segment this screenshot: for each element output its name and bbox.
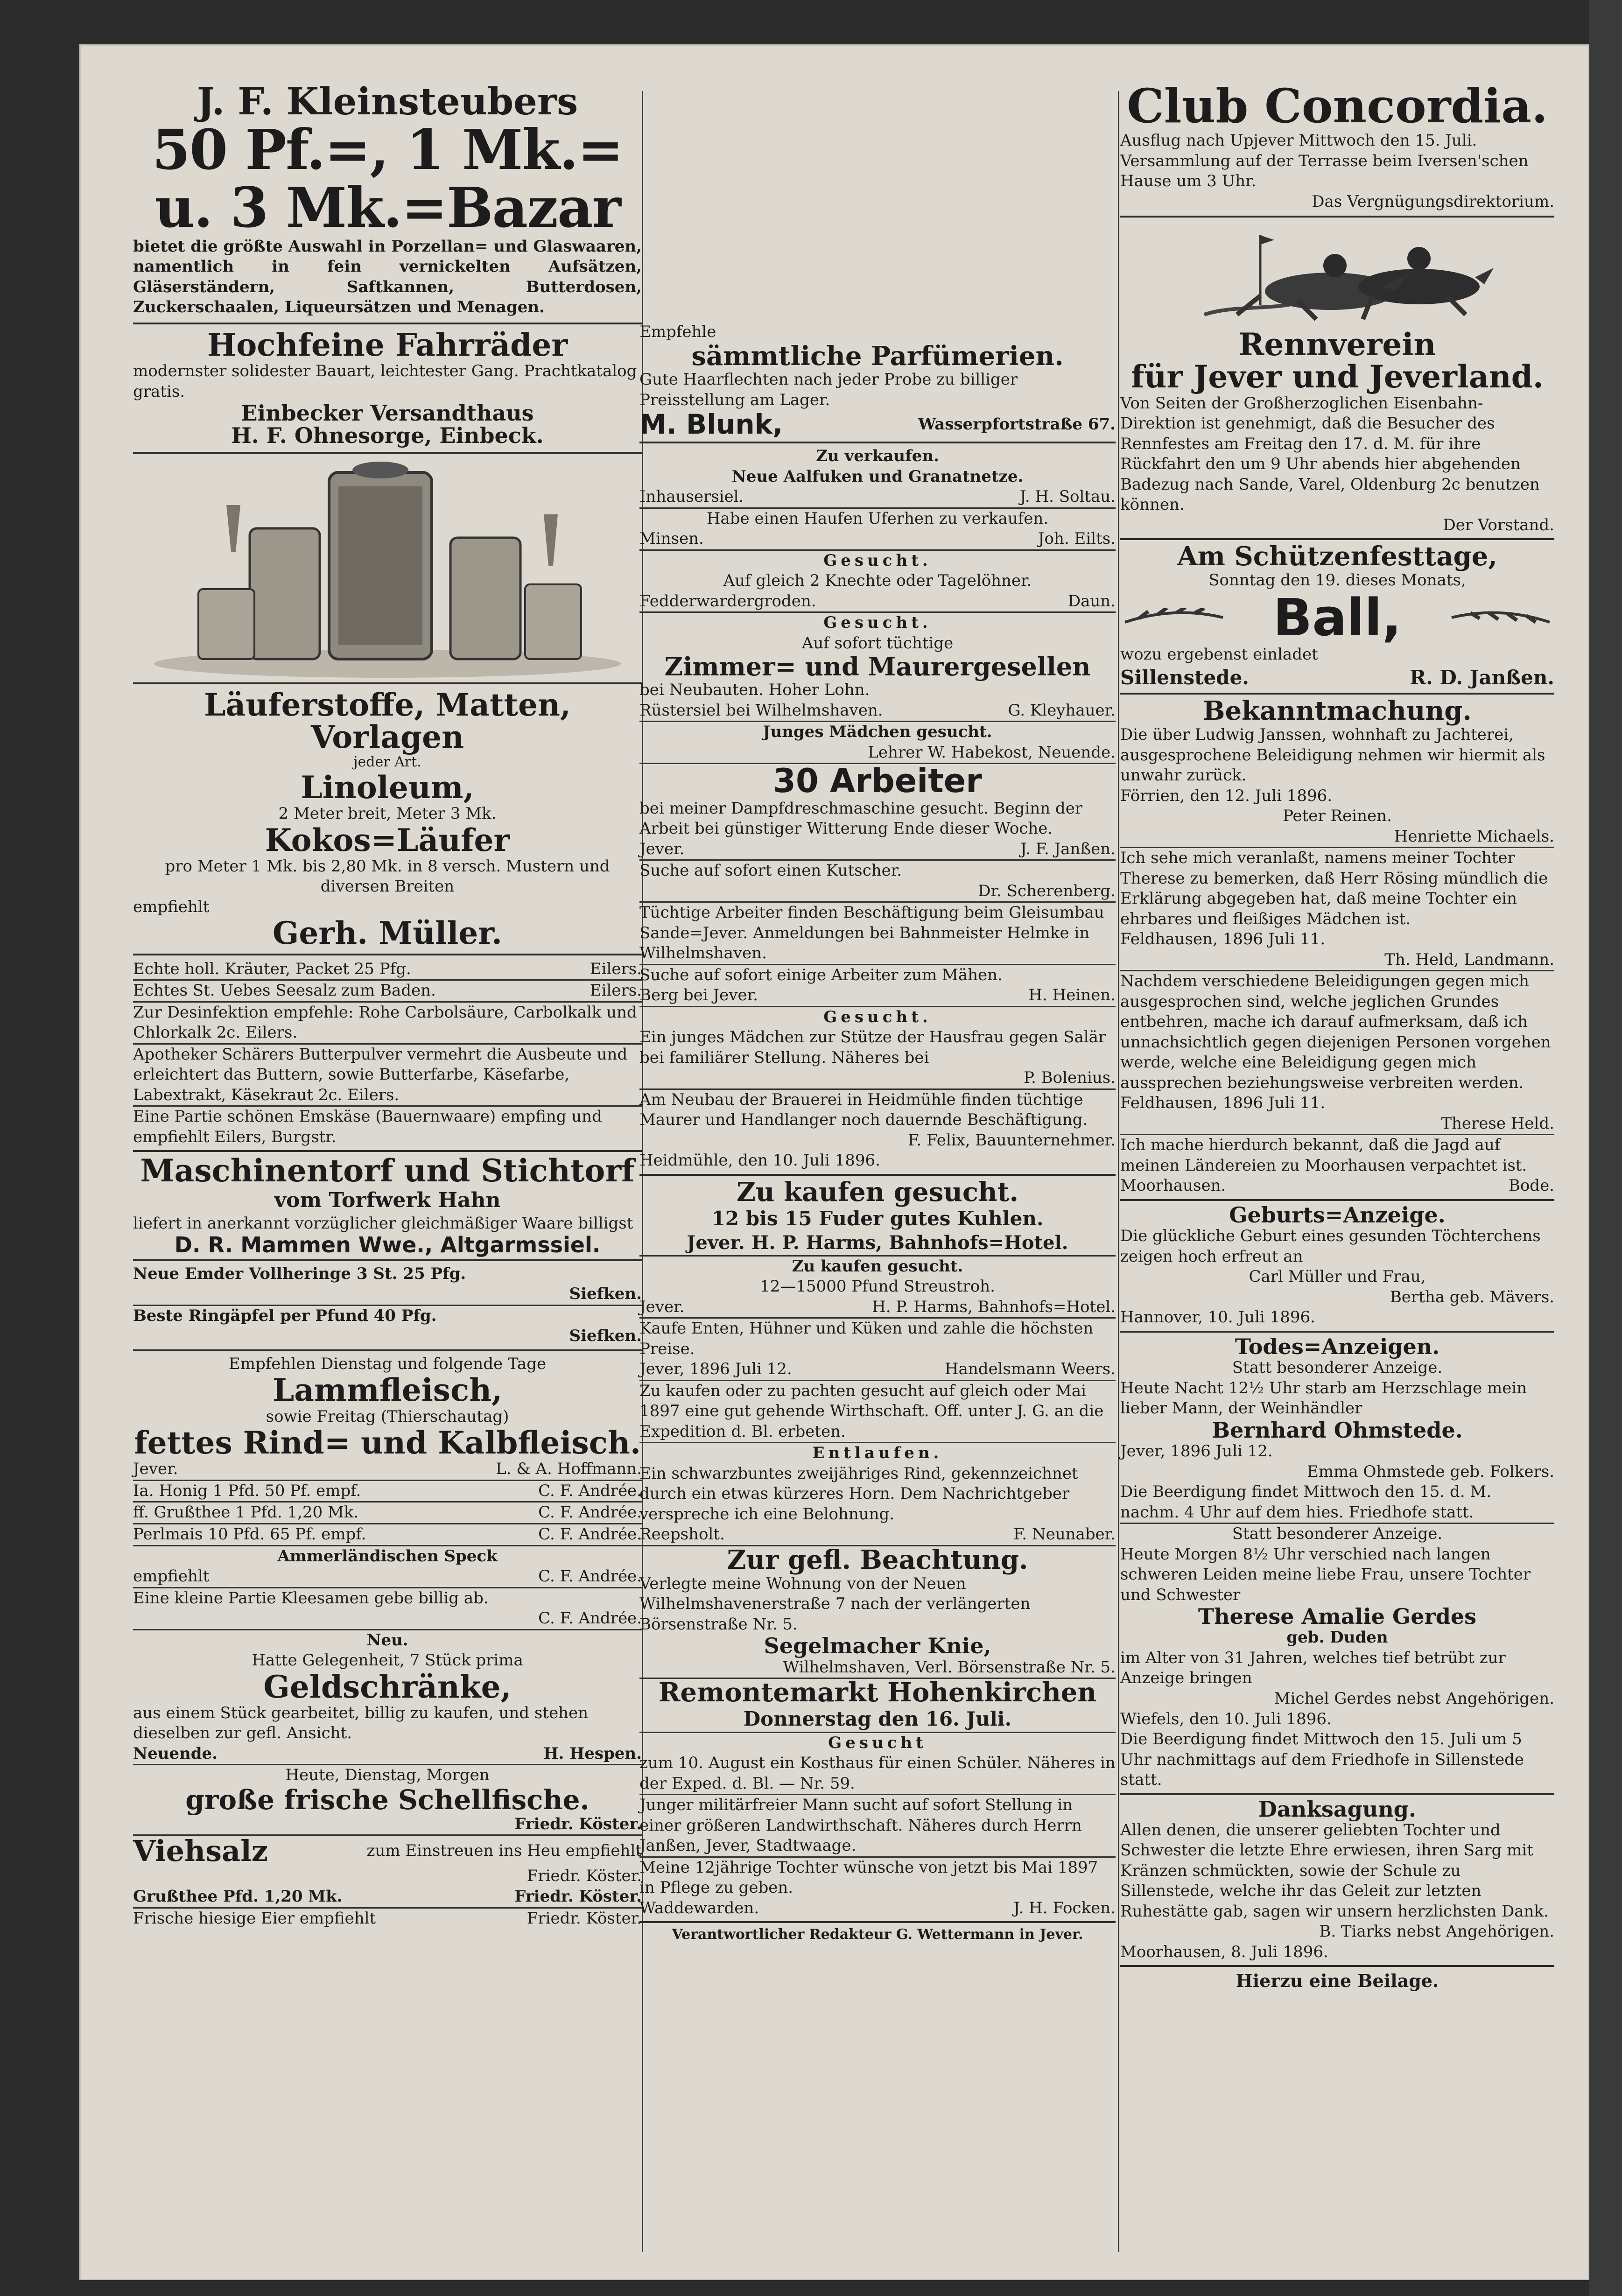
enten-sig: Jever, 1896 Juli 12. Handelsmann Weers. <box>639 1360 1116 1379</box>
kleinsteuber-title: J. F. Kleinsteubers <box>197 79 578 123</box>
column-divider-2 <box>1118 91 1119 2252</box>
jagd-text: Ich mache hierdurch bekannt, daß die Jagd auf meinen Ländereien zu Moorhausen verpachtet ist. <box>1120 1136 1527 1175</box>
tod-name: Bernhard Ohmstede. <box>1212 1417 1463 1443</box>
kraeuter-ad: Echte holl. Kräuter, Packet 25 Pfg. Eilers. <box>133 959 642 978</box>
tod2-geb: geb. Duden <box>1286 1628 1388 1647</box>
ges2-title: Gesucht. <box>823 613 932 632</box>
fahrrad-text: modernster solidester Bauart, leichtester Gang. Prachtkatalog gratis. <box>133 362 637 401</box>
kokos-title: Kokos=Läufer <box>265 822 510 858</box>
schell-pre: Heute, Dienstag, Morgen <box>285 1766 490 1785</box>
linoleum-sub: 2 Meter breit, Meter 3 Mk. <box>278 804 497 823</box>
kost-ad: zum 10. August ein Kosthaus für einen Schüler. Näheres in der Exped. d. Bl. — Nr. 59. <box>639 1754 1116 1793</box>
tod2-name: Therese Amalie Gerdes <box>1198 1604 1477 1629</box>
club-title: Club Concordia. <box>1127 78 1548 133</box>
klee-seller: C. F. Andrée. <box>538 1609 642 1628</box>
schell-title: große frische Schellfische. <box>185 1783 590 1816</box>
newspaper-page <box>79 44 1589 2280</box>
brauerei-ad: Am Neubau der Brauerei in Heidmühle finden tüchtige Maurer und Handlanger noch dauernde Beschäftigung. <box>639 1090 1088 1130</box>
remonte-title: Remontemarkt Hohenkirchen <box>658 1677 1097 1708</box>
geburt-name-2: Bertha geb. Mävers. <box>1390 1287 1554 1306</box>
hausfrau-ad: Ein junges Mädchen zur Stütze der Hausfrau gegen Salär bei familiärer Stellung. Näheres bei <box>639 1028 1106 1067</box>
horse-race-illustration <box>1120 221 1554 329</box>
renn-title: Rennverein <box>1238 326 1436 363</box>
brauerei-date: Heidmühle, den 10. Juli 1896. <box>639 1151 880 1170</box>
lamm-sub: sowie Freitag (Thierschautag) <box>266 1407 509 1426</box>
club-text: Ausflug nach Upjever Mittwoch den 15. Juli. Versammlung auf der Terrasse beim Iversen'schen Hause um 3 Uhr. <box>1120 131 1529 191</box>
kuhlen-ad: 12 bis 15 Fuder gutes Kuhlen. <box>711 1207 1044 1230</box>
arbeiter-title: 30 Arbeiter <box>773 762 982 800</box>
bazar-title: 50 Pf.=, 1 Mk.= u. 3 Mk.=Bazar <box>152 117 623 240</box>
geld-text: aus einem Stück gearbeitet, billig zu kaufen, und stehen dieselben zur gefl. Ansicht. <box>133 1703 588 1743</box>
dank-date: Moorhausen, 8. Juli 1896. <box>1120 1942 1328 1961</box>
laurel-left-icon <box>1120 608 1228 627</box>
fahrrad-firm: Einbecker Versandthaus <box>241 400 534 426</box>
scanner-edge <box>1589 0 1622 2296</box>
column-3 <box>1120 78 1554 1993</box>
hoffmann-sig: Jever. L. & A. Hoffmann. <box>133 1460 642 1479</box>
geld-title: Geldschränke, <box>263 1668 512 1705</box>
geburt-name-1: Carl Müller und Frau, <box>1249 1267 1426 1286</box>
zimmer-sig: Rüstersiel bei Wilhelmshaven. G. Kleyhauer. <box>639 701 1116 720</box>
gruetz-ad: ff. Grußthee 1 Pfd. 1,20 Mk. C. F. Andrée. <box>133 1503 642 1522</box>
knecht-ad: Auf gleich 2 Knechte oder Tagelöhner. <box>723 571 1032 590</box>
parf-title: sämmtliche Parfümerien. <box>691 340 1064 372</box>
ball-sig: Sillenstede. R. D. Janßen. <box>1120 666 1554 689</box>
rind-sig: Reepsholt. F. Neunaber. <box>639 1525 1116 1544</box>
ufer-sig: Minsen. Joh. Eilts. <box>639 529 1116 548</box>
bek-name-2: Henriette Michaels. <box>1394 827 1554 846</box>
geld-pre: Hatte Gelegenheit, 7 Stück prima <box>252 1651 523 1670</box>
maedchen-ad: Junges Mädchen gesucht. <box>763 723 992 742</box>
ball-text: wozu ergebenst einladet <box>1120 645 1318 664</box>
beleid-text: Nachdem verschiedene Beleidigungen gegen mich ausgesprochen sind, welche jeglichen Grundes entbehren, mache ich darauf aufmerksam, daß ich unnachsichtlich gegen diejenigen Personen vorgehen werde, welche eine Beleidigung gegen mich aussprechen beziehungsweise verbreiten werden. <box>1120 972 1551 1092</box>
renn-text: Von Seiten der Großherzoglichen Eisenbahn-Direktion ist genehmigt, daß die Besucher des Rennfestes am Freitag den 17. d. M. für ihre Rückfahrt den um 9 Uhr abends hier abgehenden Badezug nach Sande, Varel, Oldenburg 2c benutzen können. <box>1120 393 1540 514</box>
fahrrad-title: Hochfeine Fahrräder <box>207 326 568 363</box>
grustee-ad: Grußthee Pfd. 1,20 Mk. Friedr. Köster. <box>133 1887 642 1906</box>
harms-sig: Jever. H. P. Harms, Bahnhofs=Hotel. <box>687 1232 1068 1254</box>
speck-title: Ammerländischen Speck <box>277 1546 498 1566</box>
tod2-sig: Michel Gerdes nebst Angehörigen. <box>1274 1689 1554 1708</box>
kaese-ad: Eine Partie schönen Emskäse (Bauernwaare) empfing und empfiehlt Eilers, Burgstr. <box>133 1107 602 1146</box>
rind-title: fettes Rind= und Kalbfleisch. <box>134 1425 641 1461</box>
remonte-date: Donnerstag den 16. Juli. <box>743 1707 1012 1730</box>
renn-sub: für Jever und Jeverland. <box>1131 358 1544 395</box>
dank-sig: B. Tiarks nebst Angehörigen. <box>1319 1922 1554 1941</box>
militaer-ad: Junger militärfreier Mann sucht auf sofort Stellung in einer größeren Landwirthschaft. Näheres durch Herrn Janßen, Jever, Stadtwaage. <box>639 1796 1082 1855</box>
bazar-text: bietet die größte Auswahl in Porzellan= und Glaswaaren, namentlich in fein vernickelten Aufsätzen, Gläserständern, Saftkannen, Butterdosen, Zuckerschaalen, Liqueursätzen und Menagen. <box>133 237 642 317</box>
laurel-right-icon <box>1447 608 1554 627</box>
vieh-ad: Viehsalz zum Einstreuen ins Heu empfiehlt <box>133 1834 642 1868</box>
arbeiter-sig: Jever. J. F. Janßen. <box>639 839 1116 858</box>
beleid-sig: Therese Held. <box>1441 1114 1554 1133</box>
enten-ad: Kaufe Enten, Hühner und Küken und zahle die höchsten Preise. <box>639 1319 1094 1358</box>
tuecht-ad: Tüchtige Arbeiter finden Beschäftigung beim Gleisumbau Sande=Jever. Anmeldungen bei Bahnmeister Helmke in Wilhelmshaven. <box>639 903 1104 963</box>
tod2-text: Heute Morgen 8½ Uhr verschied nach langen schweren Leiden meine liebe Frau, unsere Tochter und Schwester <box>1120 1545 1531 1604</box>
club-sig: Das Vergnügungsdirektorium. <box>1312 192 1554 211</box>
maehen-ad: Suche auf sofort einige Arbeiter zum Mähen. <box>639 965 1003 984</box>
bek-title: Bekanntmachung. <box>1203 695 1472 727</box>
ringapfel-ad: Beste Ringäpfel per Pfund 40 Pfg. <box>133 1306 437 1325</box>
kokos-text: pro Meter 1 Mk. bis 2,80 Mk. in 8 versch. Mustern und diversen Breiten <box>165 857 610 896</box>
geburt-title: Geburts=Anzeige. <box>1229 1202 1446 1228</box>
tochter-sig: Waddewarden. J. H. Focken. <box>639 1898 1116 1917</box>
tochter-ad: Meine 12jährige Tochter wünsche von jetzt bis Mai 1897 in Pflege zu geben. <box>639 1858 1098 1897</box>
parf-pre: Empfehle <box>639 323 716 341</box>
ges2-pre: Auf sofort tüchtige <box>801 633 954 653</box>
knecht-sig: Fedderwardergroden. Daun. <box>639 591 1116 611</box>
blunk-sig: M. Blunk, Wasserpfortstraße 67. <box>639 408 1116 441</box>
perl-ad: Perlmais 10 Pfd. 65 Pf. empf. C. F. Andrée. <box>133 1525 642 1544</box>
ges4-title: Gesucht <box>828 1733 927 1752</box>
fahrrad-owner: H. F. Ohnesorge, Einbeck. <box>231 423 544 449</box>
tod-wife: Emma Ohmstede geb. Folkers. <box>1307 1462 1554 1481</box>
ufer-ad: Habe einen Haufen Uferhen zu verkaufen. <box>706 509 1049 528</box>
column-2 <box>639 322 1116 1944</box>
linoleum-title: Linoleum, <box>301 769 474 806</box>
beleid-date: Feldhausen, 1896 Juli 11. <box>1120 1094 1326 1113</box>
held-date: Feldhausen, 1896 Juli 11. <box>1120 930 1326 949</box>
seesalz-ad: Echtes St. Uebes Seesalz zum Baden. Eilers. <box>133 981 642 1000</box>
hausfrau-sig: P. Bolenius. <box>1024 1068 1116 1088</box>
aal-sig: Inhausersiel. J. H. Soltau. <box>639 487 1116 506</box>
maedchen-sig: Lehrer W. Habekost, Neuende. <box>868 743 1116 762</box>
zimmer-text: bei Neubauten. Hoher Lohn. <box>639 681 870 700</box>
kauf2-title: Zu kaufen gesucht. <box>792 1257 963 1276</box>
schuetz-date: Sonntag den 19. dieses Monats, <box>1208 571 1466 590</box>
parf-text: Gute Haarflechten nach jeder Probe zu billiger Preisstellung am Lager. <box>639 370 1018 409</box>
mammen-name: D. R. Mammen Wwe., Altgarmssiel. <box>174 1232 601 1258</box>
klee-ad: Eine kleine Partie Kleesamen gebe billig ab. <box>133 1588 489 1608</box>
maehen-sig: Berg bei Jever. H. Heinen. <box>639 986 1116 1005</box>
tod-title: Todes=Anzeigen. <box>1235 1334 1440 1359</box>
tod2-burial: Die Beerdigung findet Mittwoch den 15. Juli um 5 Uhr nachmittags auf dem Friedhofe in Sillenstede statt. <box>1120 1730 1524 1790</box>
glassware-illustration <box>133 458 642 678</box>
entl-title: Entlaufen. <box>812 1444 943 1463</box>
tod-sub: Statt besonderer Anzeige. <box>1232 1358 1443 1377</box>
dank-title: Danksagung. <box>1258 1796 1416 1822</box>
held-text: Ich sehe mich veranlaßt, namens meiner Tochter Therese zu bemerken, daß Herr Rösing mündlich die Erklärung abgegeben hat, daß meine Tochter ein ehrbares und fleißiges Mädchen ist. <box>1120 849 1548 928</box>
knie-addr: Wilhelmshaven, Verl. Börsenstraße Nr. 5. <box>783 1657 1116 1677</box>
geld-sig: Neuende. H. Hespen. <box>133 1744 642 1763</box>
pacht-ad: Zu kaufen oder zu pachten gesucht auf gleich oder Mai 1897 eine gut gehende Wirthschaft. Off. unter J. G. an die Expedition d. Bl. erbeten. <box>639 1381 1104 1441</box>
tod2-sub: Statt besonderer Anzeige. <box>1232 1524 1443 1544</box>
verk-title: Zu verkaufen. <box>816 447 939 466</box>
laeufer-sub: jeder Art. <box>353 754 421 771</box>
aal-ad: Neue Aalfuken und Granatnetze. <box>731 467 1024 486</box>
bek-date: Förrien, den 12. Juli 1896. <box>1120 786 1333 805</box>
laeufer-title: Läuferstoffe, Matten, Vorlagen <box>204 686 571 756</box>
butter-ad: Apotheker Schärers Butterpulver vermehrt die Ausbeute und erleichtert das Buttern, sowie Butterfarbe, Käsefarbe, Labextrakt, Käsekraut 2c. Eilers. <box>133 1045 628 1104</box>
beacht-text: Verlegte meine Wohnung von der Neuen Wilhelmshavenerstraße 7 nach der verlängerten Börsenstraße Nr. 5. <box>639 1574 1031 1634</box>
geburt-date: Hannover, 10. Juli 1896. <box>1120 1308 1315 1327</box>
renn-sig: Der Vorstand. <box>1443 515 1554 534</box>
beilage-note: Hierzu eine Beilage. <box>1236 1970 1439 1992</box>
hering-ad: Neue Emder Vollheringe 3 St. 25 Pfg. <box>133 1264 466 1283</box>
bek-text: Die über Ludwig Janssen, wohnhaft zu Jachterei, ausgesprochene Beleidigung nehmen wir hiermit als unwahr zurück. <box>1120 725 1545 785</box>
mueller-name: Gerh. Müller. <box>273 915 502 952</box>
schell-seller: Friedr. Köster. <box>514 1814 642 1833</box>
tod-text: Heute Nacht 12½ Uhr starb am Herzschlage mein lieber Mann, der Weinhändler <box>1120 1378 1527 1418</box>
ringapfel-seller: Siefken. <box>569 1327 642 1346</box>
geld-neu: Neu. <box>366 1630 408 1650</box>
brauerei-sig: F. Felix, Bauunternehmer. <box>908 1130 1116 1150</box>
desinf-ad: Zur Desinfektion empfehle: Rohe Carbolsäure, Carbolkalk und Chlorkalk 2c. Eilers. <box>133 1003 637 1042</box>
tod2-date: Wiefels, den 10. Juli 1896. <box>1120 1709 1332 1728</box>
ball-heading: Ball, <box>1120 591 1554 645</box>
kutscher-sig: Dr. Scherenberg. <box>978 881 1116 900</box>
knie-name: Segelmacher Knie, <box>764 1633 991 1659</box>
stroh-ad: 12—15000 Pfund Streustroh. <box>760 1277 995 1296</box>
hering-seller: Siefken. <box>569 1285 642 1304</box>
torf-sub: vom Torfwerk Hahn <box>274 1188 501 1212</box>
zimmer-title: Zimmer= und Maurergesellen <box>664 652 1091 682</box>
tod2-age: im Alter von 31 Jahren, welches tief betrübt zur Anzeige bringen <box>1120 1648 1506 1688</box>
stroh-sig: Jever. H. P. Harms, Bahnhofs=Hotel. <box>639 1297 1116 1316</box>
rind-ad: Ein schwarzbuntes zweijähriges Rind, gekennzeichnet durch ein etwas kürzeres Horn. Dem Nachrichtgeber verspreche ich eine Belohnung. <box>639 1464 1078 1524</box>
kutscher-ad: Suche auf sofort einen Kutscher. <box>639 861 902 880</box>
torf-text: liefert in anerkannt vorzüglicher gleichmäßiger Waare billigst <box>133 1214 633 1233</box>
bek-name-1: Peter Reinen. <box>1283 807 1392 826</box>
lamm-pre: Empfehlen Dienstag und folgende Tage <box>228 1354 547 1373</box>
vieh-seller: Friedr. Köster. <box>527 1867 642 1886</box>
tod-burial: Die Beerdigung findet Mittwoch den 15. d. M. nachm. 4 Uhr auf dem hies. Friedhofe statt. <box>1120 1482 1492 1522</box>
redakteur-line: Verantwortlicher Redakteur G. Wettermann in Jever. <box>672 1926 1083 1943</box>
lamm-title: Lammfleisch, <box>272 1372 503 1409</box>
kauf-title: Zu kaufen gesucht. <box>736 1176 1019 1208</box>
torf-title: Maschinentorf und Stichtorf <box>140 1152 635 1189</box>
dank-text: Allen denen, die unserer geliebten Tochter und Schwester die letzte Ehre erwiesen, ihren Sarg mit Kränzen schmückten, sowie der Schule zu Sillenstede, welche ihr das Geleit zur letzten Ruhestätte gab, sagen wir unsern herzlichsten Dank. <box>1120 1820 1549 1921</box>
column-1 <box>133 79 642 1929</box>
held-sig: Th. Held, Landmann. <box>1384 950 1554 969</box>
ges1-title: Gesucht. <box>823 551 932 570</box>
ges3-title: Gesucht. <box>823 1007 932 1026</box>
tod-date: Jever, 1896 Juli 12. <box>1120 1442 1273 1461</box>
beacht-title: Zur gefl. Beachtung. <box>727 1544 1028 1575</box>
speck-sig: empfiehlt C. F. Andrée. <box>133 1567 642 1586</box>
jagd-sig: Moorhausen. Bode. <box>1120 1176 1554 1195</box>
schuetz-title: Am Schützenfesttage, <box>1177 541 1497 572</box>
mueller-empfiehlt: empfiehlt <box>133 897 210 916</box>
arbeiter-text: bei meiner Dampfdreschmaschine gesucht. Beginn der Arbeit bei günstiger Witterung Ende dieser Woche. <box>639 799 1083 838</box>
eier-ad: Frische hiesige Eier empfiehlt Friedr. Köster. <box>133 1909 642 1928</box>
honig-ad: Ia. Honig 1 Pfd. 50 Pf. empf. C. F. Andrée. <box>133 1481 642 1500</box>
geburt-text: Die glückliche Geburt eines gesunden Töchterchens zeigen hoch erfreut an <box>1120 1227 1541 1266</box>
